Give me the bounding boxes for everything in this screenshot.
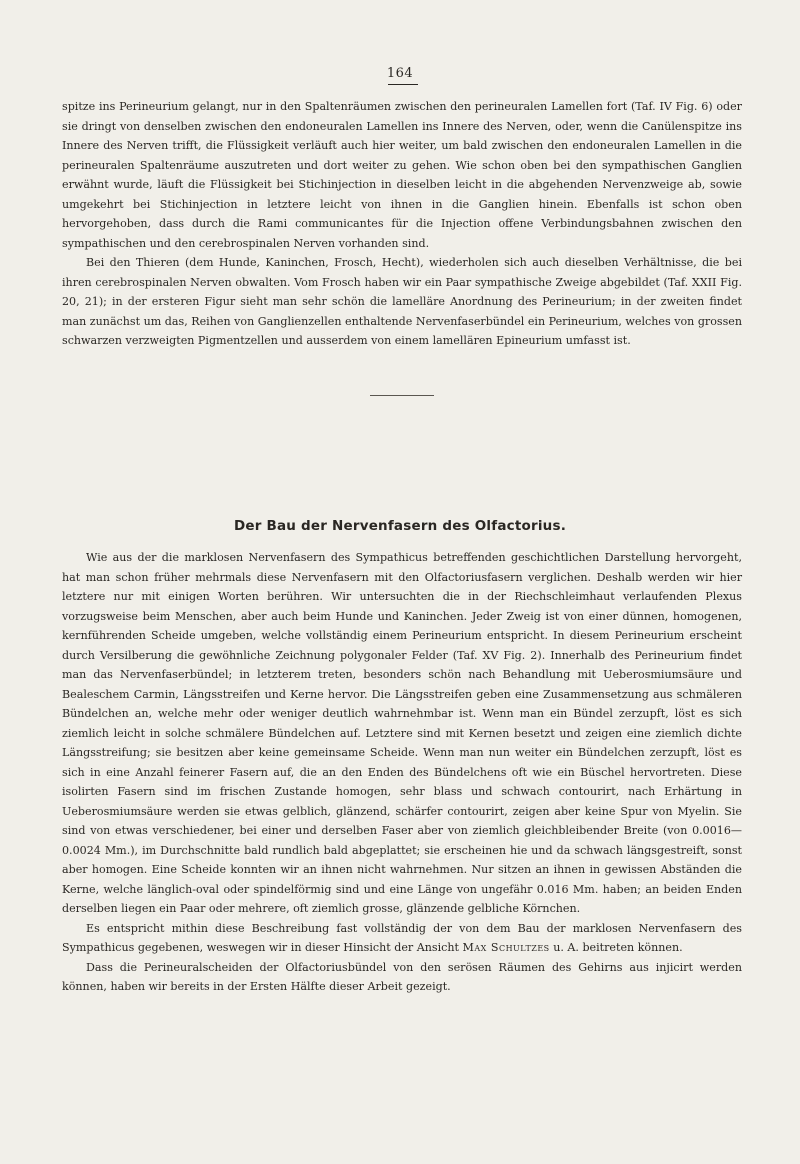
paragraph: Dass die Perineuralscheiden der Olfactoriusbündel von den serösen Räumen des Gehirns aus injicirt werden können, haben wir bereits in der Ersten Hälfte dieser Arbeit gezeigt. — [62, 960, 742, 993]
paragraph: Wie aus der die marklosen Nervenfasern des Sympathicus betreffenden geschichtlichen Darstellung hervorgeht, hat man schon früher mehrmals diese Nervenfasern mit den Olfactoriusfasern verglichen. Deshalb werden wir hier letztere nur mit einigen Worten berühren. Wir untersuchten die in der Riechschleimhaut verlaufenden Plexus vorzugsweise beim Menschen, aber auch beim Hunde und Kaninchen. Jeder Zweig ist von einer dünnen, homogenen, kernführenden Scheide umgeben, welche vollständig einem Perineurium entspricht. In diesem Perineurium erscheint durch Versilberung die gewöhnliche Zeichnung polygonaler Felder (Taf. XV Fig. 2). Innerhalb des Perineurium findet man das Nervenfaserbündel; in letzterem treten, besonders schön nach Behandlung mit Ueberosmiumsäure und Bealeschem Carmin, Längsstreifen und Kerne hervor. Die Längsstreifen geben eine Zusammensetzung aus schmäleren Bündelchen an, welche mehr oder weniger deutlich wahrnehmbar ist. Wenn man ein Bündel zerzupft, löst es sich ziemlich leicht in solche schmälere Bündelchen auf. Letztere sind mit Kernen besetzt und zeigen eine ziemlich dichte Längsstreifung; sie besitzen aber keine gemeinsame Scheide. Wenn man nun weiter ein Bündelchen zerzupft, löst es sich in eine Anzahl feinerer Fasern auf, die an den Enden des Bündelchens oft wie ein Büschel hervortreten. Diese isolirten Fasern sind im frischen Zustande homogen, sehr blass und schwach contourirt, nach Erhärtung in Ueberosmiumsäure werden sie etwas gelblich, glänzend, schärfer contourirt, zeigen aber keine Spur von Myelin. Sie sind von etwas verschiedener, bei einer und derselben Faser aber von ziemlich gleichbleibender Breite (von 0.0016—0.0024 Mm.), im Durchschnitte bald rundlich bald abgeplattet; sie erscheinen hie und da schwach längsgestreift, sonst aber homogen. Eine Scheide konnten wir an ihnen nicht wahrnehmen. Nur sitzen an ihnen in gewissen Abständen die Kerne, welche länglich-oval oder spindelförmig sind und eine Länge von ungefähr 0.016 Mm. haben; an beiden Enden derselben liegen ein Paar oder mehrere, oft ziemlich grosse, glänzende gelbliche Körnchen. — [62, 551, 742, 915]
paragraph — [62, 919, 742, 958]
paragraph-text: Es entspricht mithin diese Beschreibung fast vollständig der von dem Bau der marklosen Nervenfasern des Sympathicus gegebenen, weswegen wir in dieser Hinsicht der Ansicht — [62, 921, 742, 954]
paragraph: Bei den Thieren (dem Hunde, Kaninchen, Frosch, Hecht), wiederholen sich auch dieselben Verhältnisse, die bei ihren cerebrospinalen Nerven obwalten. Vom Frosch haben wir ein Paar sympathische Zweige abgebildet (Taf. XXII Fig. 20, 21); in der ersteren Figur sieht man sehr schön die lamelläre Anordnung des Perineurium; in der zweiten findet man zunächst um das, Reihen von Ganglienzellen enthaltende Nervenfaserbündel ein Perineurium, welches von grossen schwarzen verzweigten Pigmentzellen und ausserdem von einem lamellären Epineurium umfasst ist. — [62, 256, 742, 347]
page-number: 164 — [386, 66, 414, 81]
section-divider — [370, 395, 434, 396]
intro-text-block — [62, 97, 742, 351]
page-number-underline — [388, 84, 418, 85]
paragraph-text: u. A. beitreten können. — [549, 941, 683, 954]
author-name: Max Schultzes — [462, 941, 550, 954]
section-heading: Der Bau der Nervenfasern des Olfactorius. — [233, 518, 567, 534]
section-text-block — [62, 548, 742, 997]
paragraph: spitze ins Perineurium gelangt, nur in den Spaltenräumen zwischen den perineuralen Lamellen fort (Taf. IV Fig. 6) oder sie dringt von denselben zwischen den endoneuralen Lamellen ins Innere des Nerven, oder, wenn die Canülenspitze ins Innere des Nerven trifft, die Flüssigkeit verläuft auch hier weiter, um bald zwischen den endoneuralen Lamellen in die perineuralen Spaltenräume auszutreten und dort weiter zu gehen. Wie schon oben bei den sympathischen Ganglien erwähnt wurde, läuft die Flüssigkeit bei Stichinjection in dieselben leicht in die abgehenden Nervenzweige ab, sowie umgekehrt bei Stichinjection in letztere leicht von ihnen in die Ganglien hinein. Ebenfalls ist schon oben hervorgehoben, dass durch die Rami communicantes für die Injection offene Verbindungsbahnen zwischen den sympathischen und den cerebrospinalen Nerven vorhanden sind. — [62, 100, 742, 250]
